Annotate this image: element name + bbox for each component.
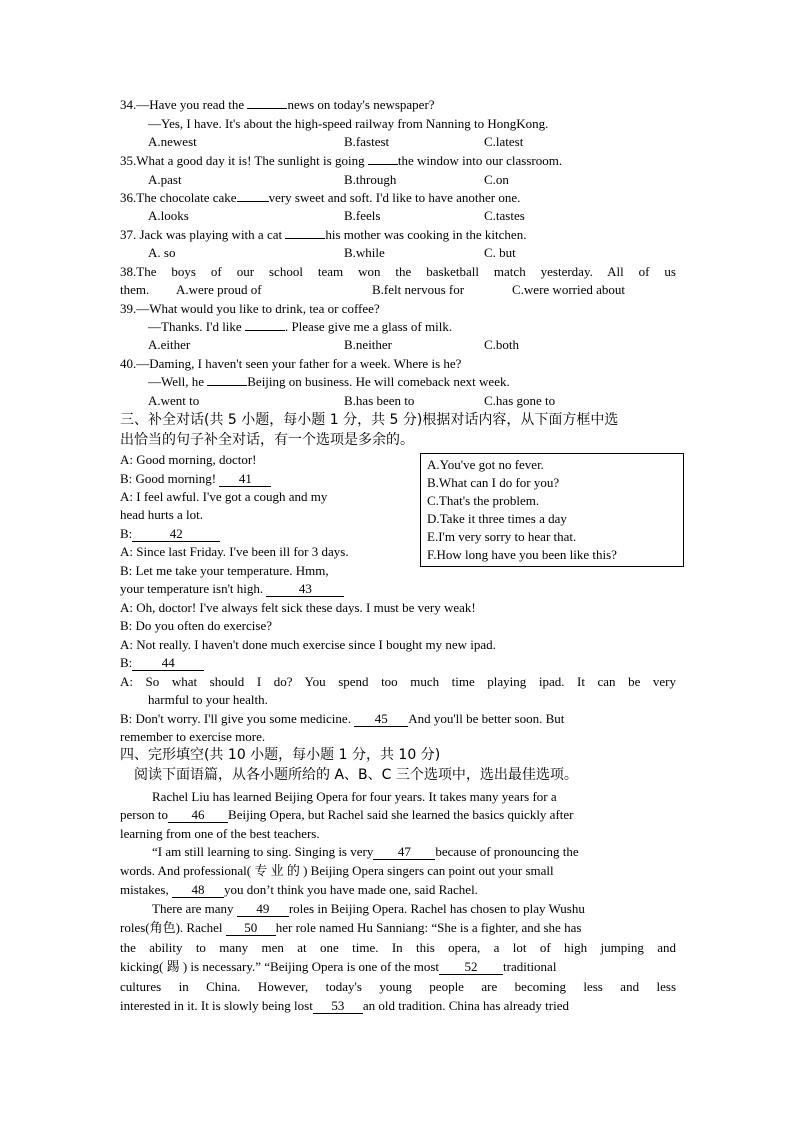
dialogue-line-1: A: Good morning, doctor! — [120, 452, 257, 467]
q36-option-a: A.looks — [148, 208, 189, 223]
passage-p1a: Rachel Liu has learned Beijing Opera for four years. It takes many years for a — [152, 789, 557, 804]
q37-option-b: B.while — [344, 245, 385, 260]
dialogue-line-9: A: Not really. I haven't done much exercise since I bought my new ipad. — [120, 637, 496, 652]
blank-53: 53 — [313, 999, 363, 1014]
dialogue-line-8: B: Do you often do exercise? — [120, 618, 272, 633]
passage-p3a: There are many 49 roles in Beijing Opera. Rachel has chosen to play Wushu — [152, 901, 585, 916]
dialogue-line-3a: A: I feel awful. I've got a cough and my — [120, 489, 328, 504]
q34-reply: —Yes, I have. It's about the high-speed railway from Nanning to HongKong. — [148, 116, 549, 131]
q37-option-c: C. but — [484, 245, 516, 260]
passage-p3e: cultures in China. However, today's young people are becoming less and less — [120, 979, 676, 994]
passage-p3b: roles(角色). Rachel 50 her role named Hu Sanniang: “She is a fighter, and she has — [120, 920, 582, 935]
section4-instruction: 阅读下面语篇，从各小题所给的 A、B、C 三个选项中，选出最佳选项。 — [134, 767, 578, 783]
passage-p2b: words. And professional( 专 业 的 ) Beijing Opera singers can point out your small — [120, 863, 554, 878]
q40-blank — [207, 385, 247, 386]
q34-option-b: B.fastest — [344, 134, 390, 149]
dialogue-line-7: A: Oh, doctor! I've always felt sick these days. I must be very weak! — [120, 600, 476, 615]
blank-48: 48 — [172, 883, 224, 898]
q40-option-a: A.went to — [148, 393, 200, 408]
q35-option-a: A.past — [148, 172, 182, 187]
q35-option-c: C.on — [484, 172, 509, 187]
q38-question: 38.The boys of our school team won the basketball match yesterday. All of us — [120, 264, 676, 279]
dialogue-line-6b: your temperature isn't high. 43 — [120, 580, 344, 598]
blank-42: 42 — [132, 527, 220, 542]
box-option-e: E.I'm very sorry to hear that. — [427, 529, 577, 544]
q39-blank — [245, 330, 285, 331]
passage-p1b: person to 46 Beijing Opera, but Rachel said she learned the basics quickly after — [120, 807, 574, 822]
blank-43: 43 — [266, 582, 344, 597]
passage-p3c: the ability to many men at one time. In this opera, a lot of high jumping and — [120, 940, 676, 955]
q38-option-b: B.felt nervous for — [372, 282, 465, 297]
q35-option-b: B.through — [344, 172, 397, 187]
dialogue-line-11b: harmful to your health. — [148, 692, 268, 707]
dialogue-line-12: B: Don't worry. I'll give you some medicine. 45 And you'll be better soon. But — [120, 711, 565, 726]
blank-41: 41 — [219, 472, 271, 487]
q39-option-a: A.either — [148, 337, 191, 352]
box-option-c: C.That's the problem. — [427, 493, 540, 508]
q40-option-c: C.has gone to — [484, 393, 556, 408]
q37-question: 37. Jack was playing with a cat his mother was cooking in the kitchen. — [120, 227, 527, 242]
q39-option-b: B.neither — [344, 337, 393, 352]
box-option-f: F.How long have you been like this? — [427, 547, 617, 562]
q36-option-c: C.tastes — [484, 208, 525, 223]
dialogue-line-3b: head hurts a lot. — [120, 507, 204, 522]
blank-49: 49 — [237, 902, 289, 917]
q40-option-b: B.has been to — [344, 393, 415, 408]
dialogue-line-2: B: Good morning! 41 — [120, 470, 271, 488]
dialogue-line-12b: remember to exercise more. — [120, 729, 266, 744]
section3-heading-line1: 三、补全对话(共 5 小题，每小题 1 分，共 5 分)根据对话内容，从下面方框中选 — [120, 412, 619, 428]
q39-option-c: C.both — [484, 337, 520, 352]
box-option-a: A.You've got no fever. — [427, 457, 544, 472]
passage-p2c: mistakes, 48 you don’t think you have made one, said Rachel. — [120, 882, 478, 897]
passage-p2a: “I am still learning to sing. Singing is very 47 because of pronouncing the — [152, 844, 579, 859]
q36-option-b: B.feels — [344, 208, 381, 223]
q35-question: 35.What a good day it is! The sunlight is going the window into our classroom. — [120, 153, 563, 168]
passage-p3f: interested in it. It is slowly being lost 53 an old tradition. China has already tried — [120, 998, 569, 1013]
q39-question: 39.—What would you like to drink, tea or coffee? — [120, 301, 380, 316]
q34-question: 34.—Have you read the news on today's newspaper? — [120, 97, 435, 112]
section4-heading: 四、完形填空(共 10 小题，每小题 1 分，共 10 分) — [120, 747, 441, 763]
blank-50: 50 — [226, 921, 276, 936]
box-option-b: B.What can I do for you? — [427, 475, 560, 490]
q35-blank — [368, 164, 398, 165]
dialogue-line-11a: A: So what should I do? You spend too much time playing ipad. It can be very — [120, 674, 676, 689]
dialogue-line-10: B: 44 — [120, 654, 204, 672]
blank-47: 47 — [373, 845, 435, 860]
q37-blank — [285, 238, 325, 239]
section3-heading-line2: 出恰当的句子补全对话，有一个选项是多余的。 — [120, 432, 414, 448]
dialogue-line-4: B: 42 — [120, 525, 220, 543]
q37-option-a: A. so — [148, 245, 176, 260]
q36-question: 36.The chocolate cake very sweet and soft. I'd like to have another one. — [120, 190, 521, 205]
q34-option-c: C.latest — [484, 134, 524, 149]
q38-option-a: A.were proud of — [176, 282, 262, 297]
q34-option-a: A.newest — [148, 134, 197, 149]
passage-p1c: learning from one of the best teachers. — [120, 826, 320, 841]
passage-p3d: kicking( 踢 ) is necessary.” “Beijing Opera is one of the most 52 traditional — [120, 959, 557, 974]
q38-question-end: them. — [120, 282, 150, 297]
blank-46: 46 — [168, 808, 228, 823]
q40-question: 40.—Daming, I haven't seen your father for a week. Where is he? — [120, 356, 462, 371]
q39-reply: —Thanks. I'd like . Please give me a glass of milk. — [148, 319, 453, 334]
dialogue-line-5: A: Since last Friday. I've been ill for 3 days. — [120, 544, 349, 559]
blank-52: 52 — [439, 960, 503, 975]
q34-blank — [247, 108, 287, 109]
q40-reply: —Well, he Beijing on business. He will comeback next week. — [148, 374, 510, 389]
blank-44: 44 — [132, 656, 204, 671]
dialogue-line-6a: B: Let me take your temperature. Hmm, — [120, 563, 329, 578]
q38-option-c: C.were worried about — [512, 282, 625, 297]
blank-45: 45 — [354, 712, 408, 727]
dialogue-options-box — [420, 453, 684, 567]
box-option-d: D.Take it three times a day — [427, 511, 567, 526]
q36-blank — [237, 201, 269, 202]
